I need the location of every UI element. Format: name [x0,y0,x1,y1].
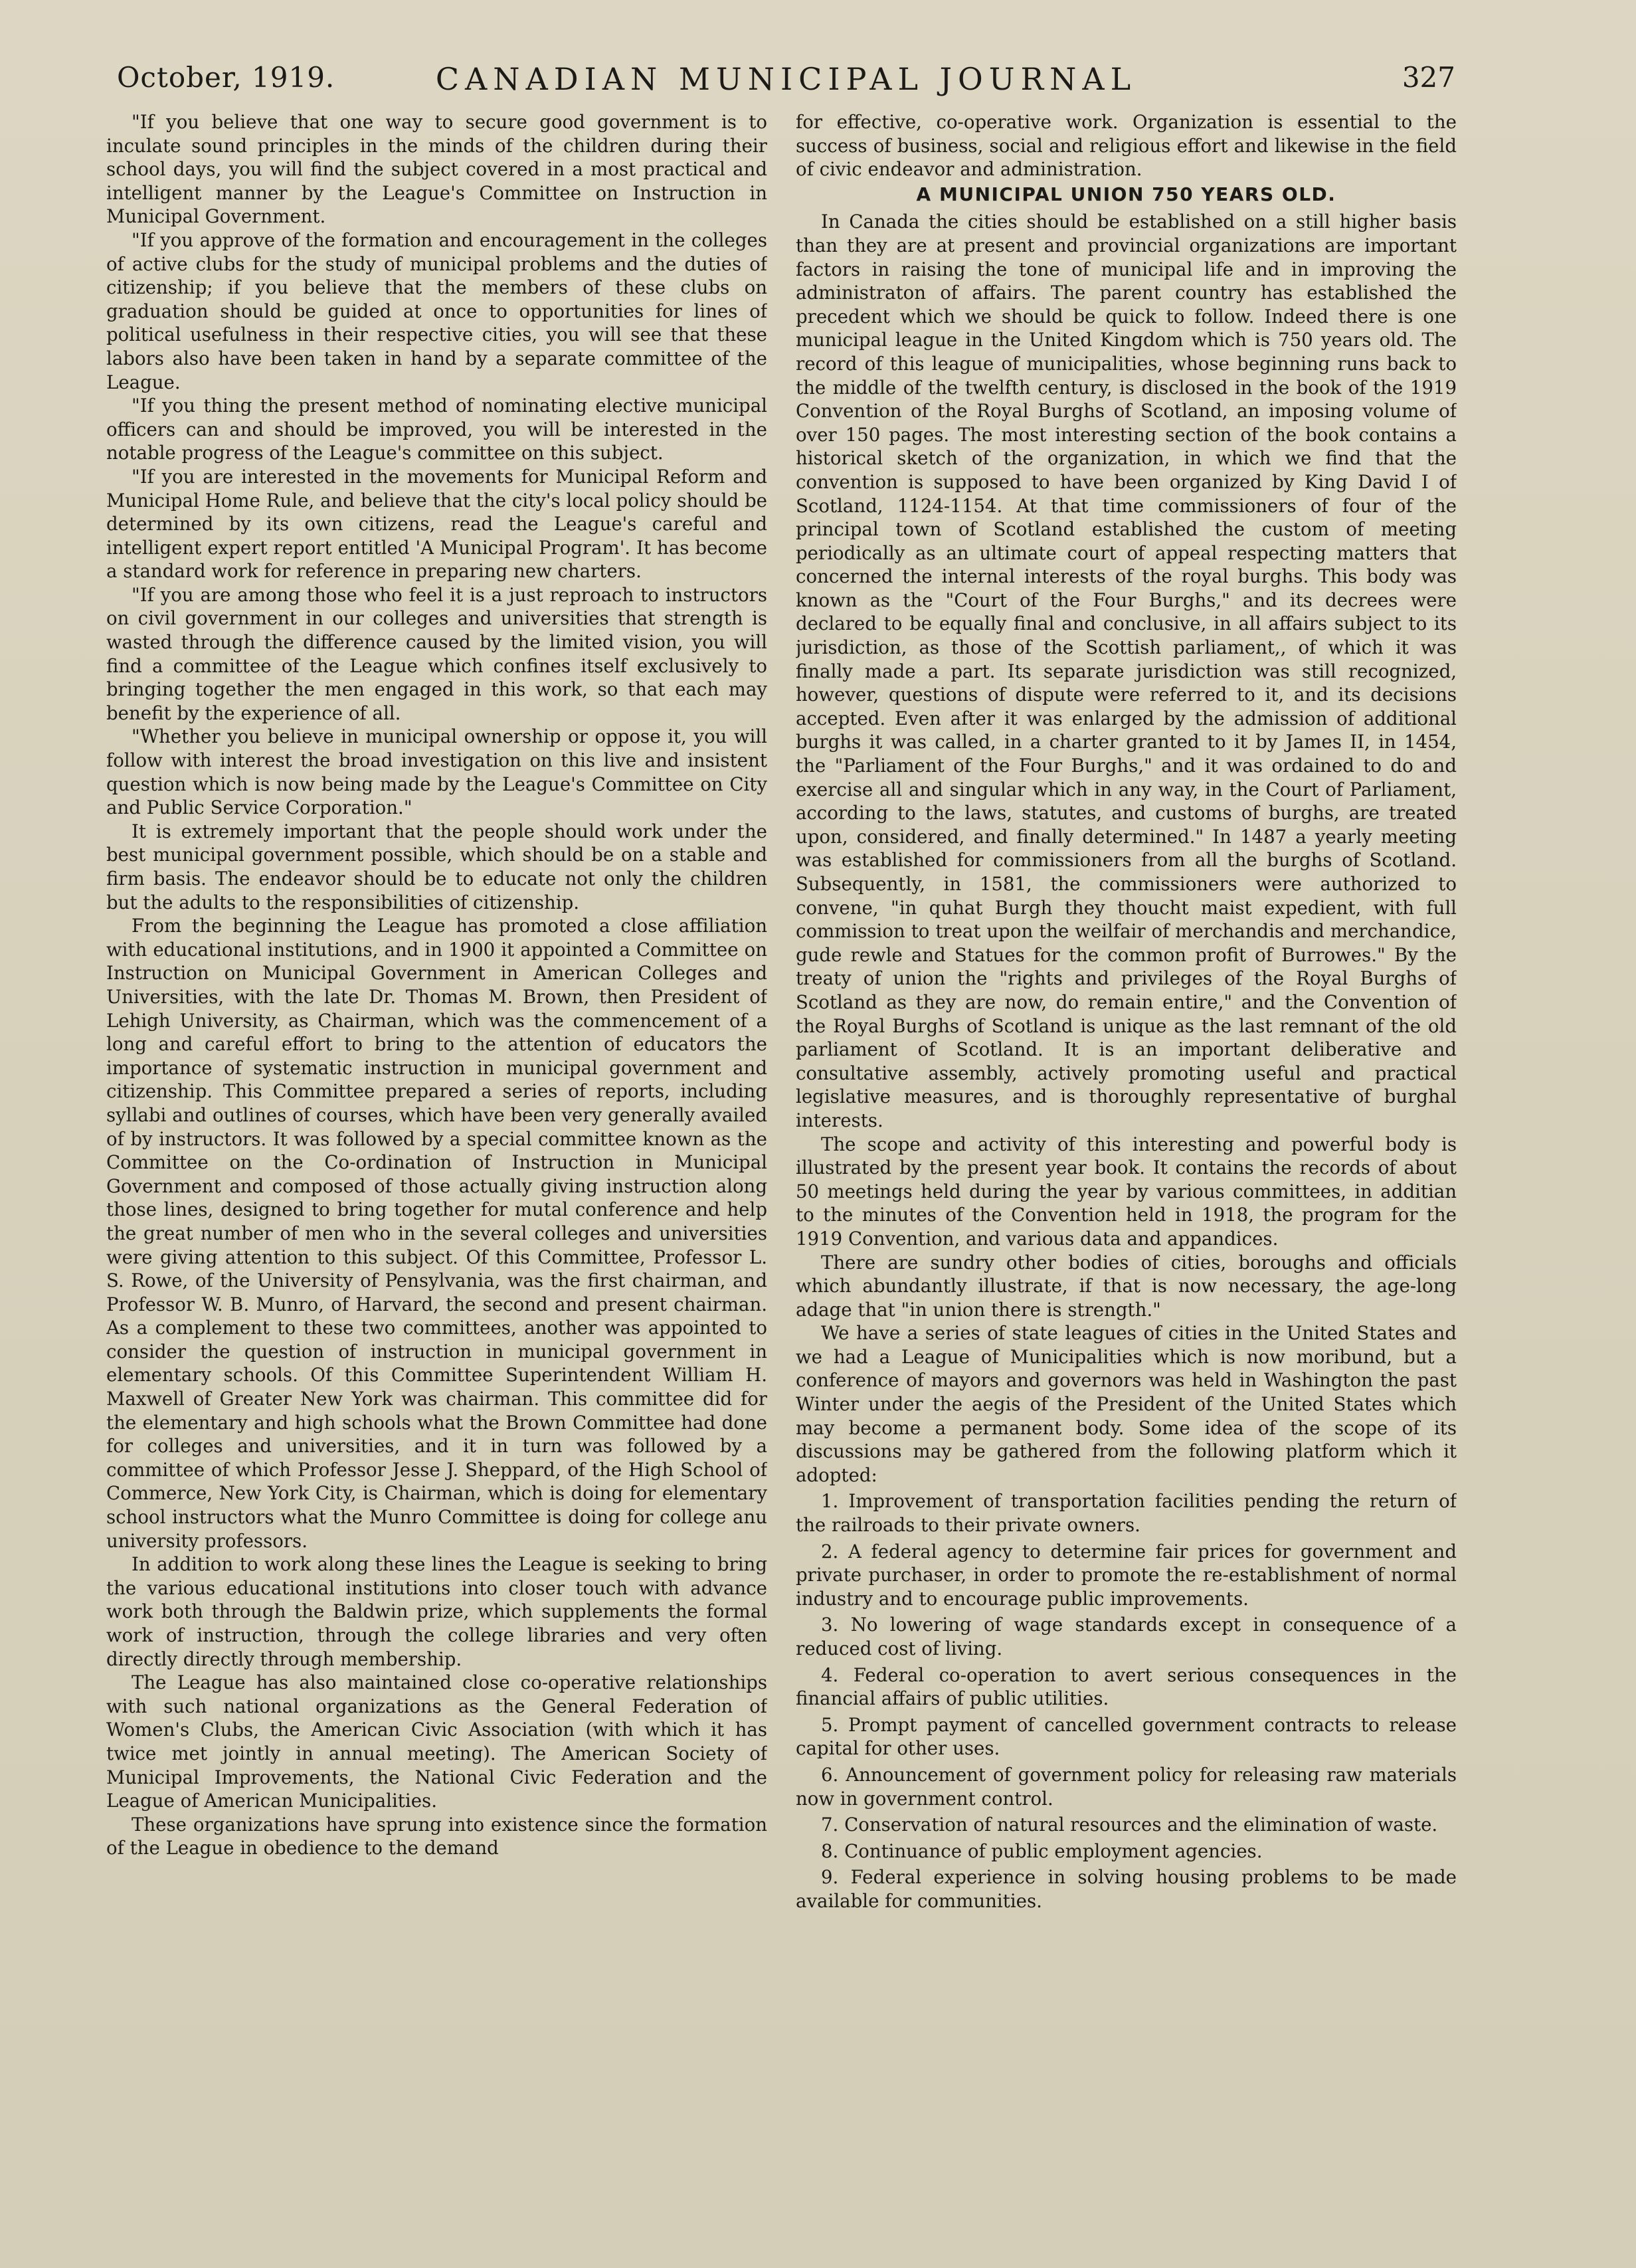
paragraph: It is extremely important that the people should work under the best municipal government possible, which should be on a stable and firm basis. The endeavor should be to educate not only the children but the adults to the responsibilities of citizenship. [106,820,767,913]
paragraph: "If you are interested in the movements for Municipal Reform and Municipal Home Rule, and believe that the city's local policy should be determined by its own citizens, read the League's careful and intelligent expert report entitled 'A Municipal Program'. It has become a standard work for reference in preparing new charters. [106,465,767,583]
platform-item: 3. No lowering of wage standards except in consequence of a reduced cost of living. [796,1614,1457,1659]
platform-item: 6. Announcement of government policy for releasing raw materials now in government control. [796,1763,1457,1810]
issue-date: October, 1919. [117,61,335,94]
paragraph: The scope and activity of this interesting and powerful body is illustrated by the present year book. It contains the records of about 50 meetings held during the year by various committees, in additian to the minutes of the Convention held in 1918, the program for the 1919 Convention, and various data and appandices. [796,1133,1457,1250]
platform-item: 7. Conservation of natural resources and the elimination of waste. [821,1814,1438,1836]
paragraph: There are sundry other bodies of cities, boroughs and officials which abundantly illustrate, if that is now necessary, the age-long adage that "in union there is strength." [796,1251,1457,1321]
page-header [117,61,1455,108]
paragraph: We have a series of state leagues of cities in the United States and we had a League of Municipalities which is now moribund, but a conference of mayors and governors was held in Washington the past Winter under the aegis of the President of the United States which may become a permanent body. Some idea of the scope of its discussions may be gathered from the following platform which it adopted: [796,1322,1457,1486]
paragraph: "If you are among those who feel it is a just reproach to instructors on civil government in our colleges and universities that strength is wasted through the difference caused by the limited vision, you will find a committee of the League which confines itself exclusively to bringing together the men engaged in this work, so that each may benefit by the experience of all. [106,583,767,724]
page-number: 327 [1402,61,1455,94]
paragraph: In addition to work along these lines the League is seeking to bring the various educational institutions into closer touch with advance work both through the Baldwin prize, which supplements the formal work of instruction, through the college libraries and very often directly directly through membership. [106,1553,767,1670]
platform-item: 4. Federal co-operation to avert serious consequences in the financial affairs of public utilities. [796,1663,1457,1710]
paragraph: From the beginning the League has promoted a close affiliation with educational institutions, and in 1900 it appointed a Committee on Instruction on Municipal Government in American Colleges and Universities, with the late Dr. Thomas M. Brown, then President of Lehigh University, as Chairman, which was the commencement of a long and careful effort to bring to the attention of educators the importance of systematic instruction in municipal government and citizenship. This Committee prepared a series of reports, including syllabi and outlines of courses, which have been very generally availed of by instructors. It was followed by a special committee known as the Committee on the Co-ordination of Instruction in Municipal Government and composed of those actually giving instruction along those lines, designed to bring together for mutal conference and help the great number of men who in the several colleges and universities were giving attention to this subject. Of this Committee, Professor L. S. Rowe, of the University of Pensylvania, was the first chairman, and Professor W. B. Munro, of Harvard, the second and present chairman. As a complement to these two committees, another was appointed to consider the question of instruction in municipal government in elementary schools. Of this Committee Superintendent William H. Maxwell of Greater New York was chairman. This committee did for the elementary and high schools what the Brown Committee had done for colleges and universities, and it in turn was followed by a committee of which Professor Jesse J. Sheppard, of the High School of Commerce, New York City, is Chairman, which is doing for elementary school instructors what the Munro Committee is doing for college anu university professors. [106,915,767,1552]
paragraph: These organizations have sprung into existence since the formation of the League in obedience to the demand [106,1813,767,1859]
paragraph: "If you approve of the formation and encouragement in the colleges of active clubs for the study of municipal problems and the duties of citizenship; if you believe that the members of these clubs on graduation should be guided at once to opportunities for lines of political usefulness in their respective cities, you will see that these labors also have been taken in hand by a separate committee of the League. [106,229,767,393]
paragraph: "If you thing the present method of nominating elective municipal officers can and should be improved, you will be interested in the notable progress of the League's committee on this subject. [106,395,767,464]
platform-item: 9. Federal experience in solving housing problems to be made available for communities. [796,1866,1457,1912]
platform-item: 8. Continuance of public employment agencies. [821,1840,1263,1862]
right-column [796,110,1457,2190]
platform-item: 2. A federal agency to determine fair prices for government and private purchaser, in order to promote the re-establishment of normal industry and to encourage public improvements. [796,1540,1457,1610]
platform-item: 5. Prompt payment of cancelled government contracts to release capital for other uses. [796,1713,1457,1760]
paragraph: The League has also maintained close co-operative relationships with such national organizations as the General Federation of Women's Clubs, the American Civic Association (with which it has twice met jointly in annual meeting). The American Society of Municipal Improvements, the National Civic Federation and the League of American Municipalities. [106,1671,767,1812]
paragraph: In Canada the cities should be established on a still higher basis than they are at present and provincial organizations are important factors in raising the tone of municipal life and in improving the administraton of affairs. The parent country has established the precedent which we should be quick to follow. Indeed there is one municipal league in the United Kingdom which is 750 years old. The record of this league of municipalities, whose beginning runs back to the middle of the twelfth century, is disclosed in the book of the 1919 Convention of the Royal Burghs of Scotland, an imposing volume of over 150 pages. The most interesting section of the book contains a historical sketch of the organization, in which we find that the convention is supposed to have been organized by King David I of Scotland, 1124-1154. At that time commissioners of four of the principal town of Scotland established the custom of meeting periodically as an ultimate court of appeal respecting matters that concerned the internal interests of the royal burghs. This body was known as the "Court of the Four Burghs," and its decrees were declared to be equally final and conclusive, in all affairs subject to its jurisdiction, as those of the Scottish parliament,, of which it was finally made a part. Its separate jurisdiction was still recognized, however, questions of dispute were referred to it, and its decisions accepted. Even after it was enlarged by the admission of additional burghs it was called, in a charter granted to it by James II, in 1454, the "Parliament of the Four Burghs," and it was ordained to do and exercise all and singular which in any way, in the Court of Parliament, according to the laws, statutes, and customs of burghs, are treated upon, considered, and finally determined." In 1487 a yearly meeting was established for commissioners from all the burghs of Scotland. Subsequently, in 1581, the commissioners were authorized to convene, "in quhat Burgh they thoucht maist expedient, with full commission to treat upon the weilfair of merchandis and merchandice, gude rewle and Statues for the common profit of Burrowes." By the treaty of union the "rights and privileges of the Royal Burghs of Scotland as they are now, do remain entire," and the Convention of the Royal Burghs of Scotland is unique as the last remnant of the old parliament of Scotland. It is an important deliberative and consultative assembly, actively promoting useful and practical legislative measures, and is thoroughly representative of burghal interests. [796,211,1457,1131]
lead-paragraph: for effective, co-operative work. Organization is essential to the success of business, social and religious effort and likewise in the field of civic endeavor and administration. [796,111,1457,181]
platform-list [796,1489,1457,1913]
journal-title: CANADIAN MUNICIPAL JOURNAL [435,61,1137,97]
paragraph: "If you believe that one way to secure good government is to inculate sound principles in the minds of the children during their school days, you will find the subject covered in a most practical and intelligent manner by the League's Committee on Instruction in Municipal Government. [106,111,767,228]
section-heading: A MUNICIPAL UNION 750 YEARS OLD. [916,183,1336,205]
left-column [106,110,767,2190]
paragraph: "Whether you believe in municipal ownership or oppose it, you will follow with interest the broad investigation on this live and insistent question which is now being made by the League's Committee on City and Public Service Corporation." [106,725,767,819]
platform-item: 1. Improvement of transportation facilities pending the return of the railroads to their private owners. [796,1490,1457,1537]
